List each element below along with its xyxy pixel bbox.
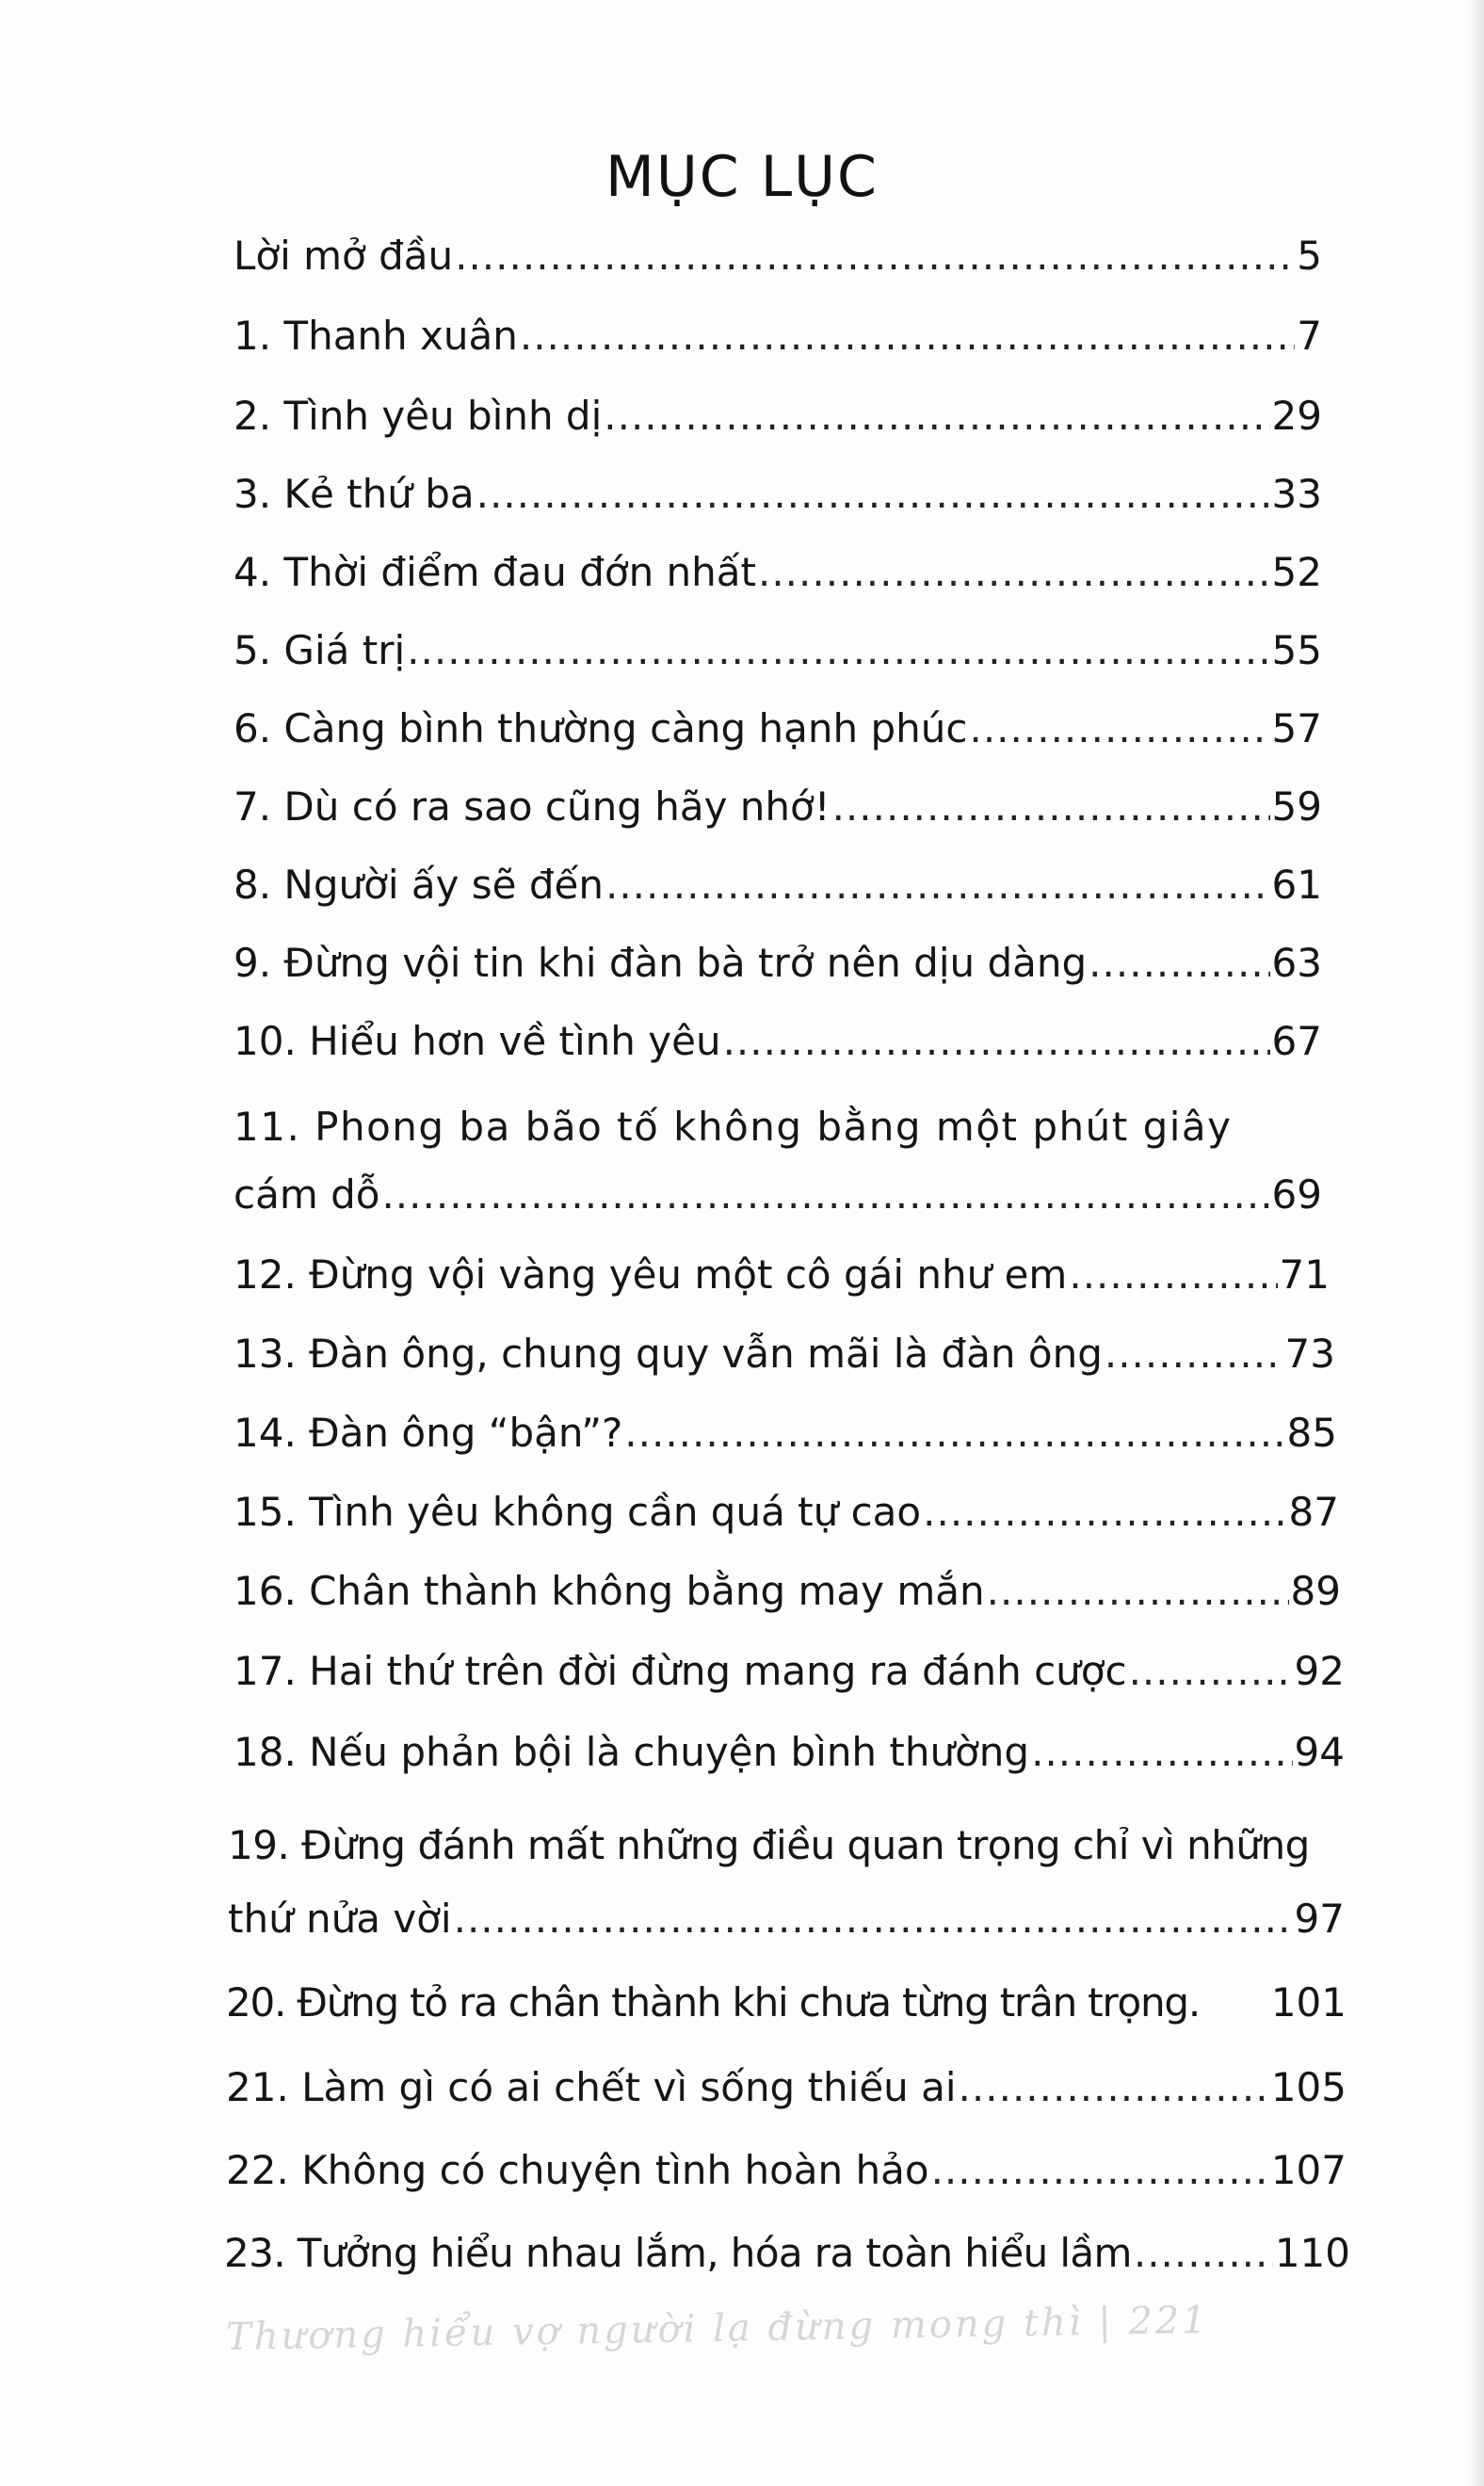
toc-leader-dots [1134,2220,1273,2286]
toc-entry-page: 52 [1271,549,1322,595]
toc-leader-dots [987,1558,1289,1624]
toc-entry-title: 9. Đừng vội tin khi đàn bà trở nên dịu dàng [234,940,1088,986]
toc-entry-title-cont: thứ nửa vời [228,1896,452,1942]
toc-leader-dots [723,1009,1270,1074]
toc-entry-23 [224,2220,1350,2286]
toc-leader-dots [1105,1321,1283,1387]
toc-leader-dots [1129,1638,1293,1704]
toc-entry-13 [234,1321,1335,1387]
toc-entry-title: 17. Hai thứ trên đời đừng mang ra đánh cược [234,1648,1127,1694]
toc-entry-18 [234,1719,1345,1785]
toc-leader-dots [407,618,1269,684]
toc-leader-dots [1089,930,1269,996]
toc-entry-title: 2. Tình yêu bình dị [234,393,603,439]
toc-entry-page: 97 [1294,1896,1345,1942]
toc-entry-title: 18. Nếu phản bội là chuyện bình thường [234,1729,1030,1775]
toc-entry-page: 105 [1270,2064,1347,2110]
toc-entry-page: 85 [1286,1410,1337,1456]
toc-entry-page: 89 [1290,1568,1341,1614]
page-edge-shadow [1467,0,1484,2486]
toc-leader-dots [455,223,1295,289]
toc-entry-8 [234,852,1322,918]
toc-entry-title: 20. Đừng tỏ ra chân thành khi chưa từng trân trọng. [226,1979,1201,2026]
toc-entry-12 [234,1242,1330,1308]
toc-entry-22 [226,2138,1347,2204]
toc-entry-4 [234,540,1322,605]
toc-entry-page: 110 [1274,2230,1350,2276]
toc-leader-dots [969,696,1269,762]
toc-entry-2 [234,383,1322,449]
toc-entry-1 [234,303,1322,369]
toc-leader-dots [604,383,1269,449]
toc-entry-title: 21. Làm gì có ai chết vì sống thiếu ai [226,2064,957,2110]
toc-entry-21 [226,2055,1347,2121]
toc-entry-page: 92 [1294,1648,1345,1694]
toc-entry-page: 33 [1271,471,1322,517]
toc-leader-dots [931,2138,1269,2204]
page-title: MỤC LỤC [605,144,879,210]
toc-entry-title-cont: cám dỗ [234,1171,380,1218]
toc-entry-title: 3. Kẻ thứ ba [234,471,475,517]
toc-entry-page: 59 [1271,783,1322,830]
toc-entry-page: 87 [1288,1489,1339,1535]
toc-entry-6 [234,696,1322,762]
faded-bleed-through-text: Thương hiểu vợ người lạ đừng mong thì | 221 [225,2298,1210,2360]
toc-leader-dots [1069,1242,1277,1308]
toc-entry-title: 13. Đàn ông, chung quy vẫn mãi là đàn ông [234,1331,1103,1377]
toc-entry-page: 101 [1270,1979,1347,2026]
toc-entry-title: Lời mở đầu [234,233,454,279]
toc-entry-page: 69 [1271,1171,1322,1218]
toc-entry-page: 63 [1271,940,1322,986]
toc-leader-dots [605,852,1270,918]
toc-entry-14 [234,1400,1337,1466]
toc-leader-dots [923,1479,1286,1545]
toc-entry-19-line2 [228,1886,1345,1952]
toc-entry-5 [234,618,1322,684]
toc-leader-dots [959,2055,1269,2121]
toc-entry-3 [234,461,1322,527]
toc-leader-dots [454,1886,1293,1952]
toc-entry-title: 11. Phong ba bão tố không bằng một phút giây [234,1104,1233,1150]
toc-entry-16 [234,1558,1341,1624]
toc-entry-title: 1. Thanh xuân [234,313,518,359]
toc-entry-title: 10. Hiểu hơn về tình yêu [234,1018,721,1064]
toc-entry-title: 19. Đừng đánh mất những điều quan trọng chỉ vì những [228,1822,1310,1868]
toc-entry-title: 6. Càng bình thường càng hạnh phúc [234,705,968,751]
toc-leader-dots [1031,1719,1292,1785]
toc-leader-dots [832,774,1270,840]
toc-entry-page: 7 [1297,313,1322,359]
toc-entry-page: 71 [1279,1251,1330,1298]
toc-entry-page: 61 [1271,862,1322,908]
toc-entry-title: 7. Dù có ra sao cũng hãy nhớ! [234,783,831,830]
toc-entry-title: 16. Chân thành không bằng may mắn [234,1568,985,1614]
toc-entry-title: 5. Giá trị [234,627,406,673]
toc-leader-dots [520,303,1295,369]
toc-leader-dots [381,1162,1269,1228]
toc-entry-page: 57 [1271,705,1322,751]
toc-entry-title: 12. Đừng vội vàng yêu một cô gái như em [234,1251,1068,1298]
toc-entry-7 [234,774,1322,840]
toc-entry-page: 73 [1284,1331,1335,1377]
toc-entry-page: 29 [1271,393,1322,439]
toc-entry-page: 5 [1297,233,1322,279]
toc-entry-10 [234,1009,1322,1074]
toc-entry-title: 15. Tình yêu không cần quá tự cao [234,1489,922,1535]
toc-entry-page: 94 [1294,1729,1345,1775]
toc-entry-11-line2 [234,1162,1322,1228]
toc-entry-17 [234,1638,1345,1704]
toc-entry-title: 23. Tưởng hiểu nhau lắm, hóa ra toàn hiểu lầm [224,2230,1132,2276]
toc-entry-title: 14. Đàn ông “bận”? [234,1410,623,1456]
toc-entry-page: 55 [1271,627,1322,673]
toc-entry-20 [226,1970,1347,2036]
toc-leader-dots [758,540,1270,605]
toc-entry-9 [234,930,1322,996]
toc-entry-title: 22. Không có chuyện tình hoàn hảo [226,2147,929,2193]
toc-entry-page: 107 [1270,2147,1347,2193]
toc-entry-title: 4. Thời điểm đau đớn nhất [234,549,756,595]
toc-leader-dots [624,1400,1284,1466]
toc-leader-dots [476,461,1270,527]
toc-entry-11-line1 [234,1094,1322,1160]
toc-entry-title: 8. Người ấy sẽ đến [234,862,604,908]
toc-entry-15 [234,1479,1339,1545]
toc-entry-intro [234,223,1322,289]
toc-entry-19-line1 [228,1813,1358,1879]
toc-entry-page: 67 [1271,1018,1322,1064]
